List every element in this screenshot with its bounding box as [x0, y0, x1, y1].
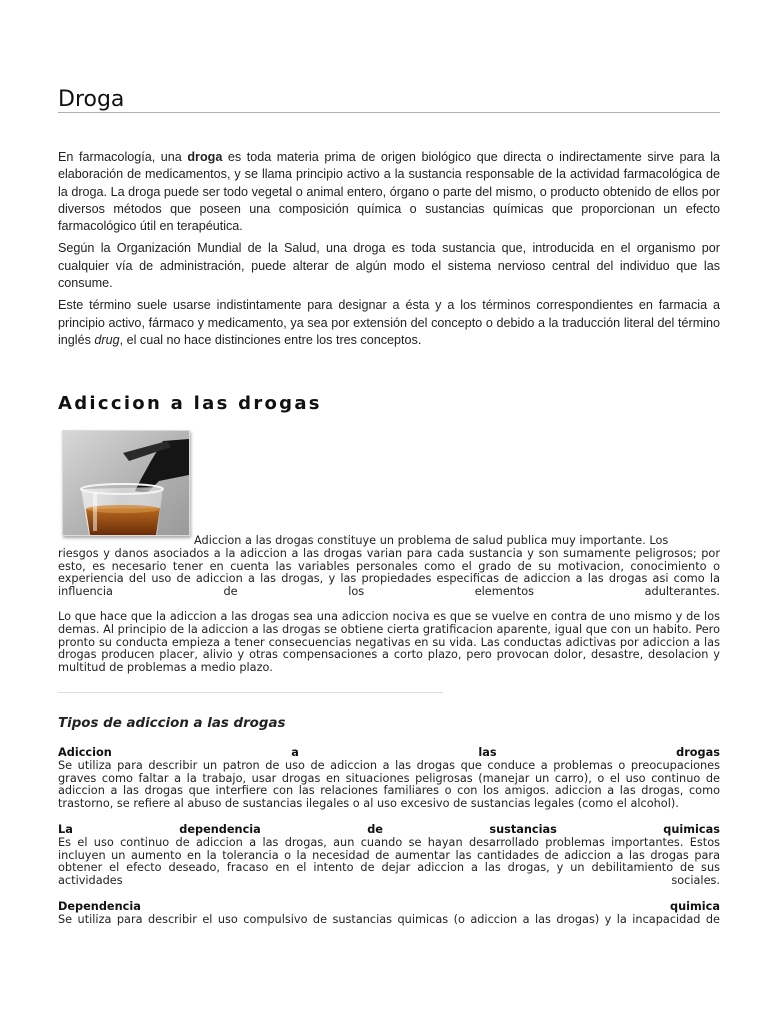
type-block-heading: Dependencia quimica [58, 900, 720, 913]
type-block-body: Se utiliza para describir el uso compulsivo de sustancias quimicas (o adiccion a las drogas) y la incapacidad de [58, 912, 720, 926]
type-block-adiccion [58, 747, 720, 811]
type-block-dependencia-quimica [58, 901, 720, 927]
intro-paragraph-3: Este término suele usarse indistintamente para designar a ésta y a los términos correspondientes en farmacia a principio activo, fármaco y medicamento, ya sea por extensión del concepto o debido a la traducción literal del término inglés drug, el cual no hace distinciones entre los tres conceptos. [58, 298, 720, 347]
section-paragraph-2: Lo que hace que la adiccion a las drogas sea una adiccion nociva es que se vuelve en contra de uno mismo y de los demas. Al principio de la adiccion a las drogas se obtiene cierta gratificacion aparente, igual que con un habito. Pero pronto su conducta empieza a tener consecuencias negativas en su vida. Las conductas adictivas por adiccion a las drogas producen placer, alivio y otras compensaciones a corto plazo, pero provocan dolor, desastre, desolacion y multitud de problemas a medio plazo. [58, 610, 720, 675]
intro-section [58, 149, 720, 354]
term-droga: droga [187, 150, 223, 164]
section-heading: Adiccion a las drogas [58, 393, 322, 414]
type-block-dependencia-sustancias [58, 824, 720, 888]
section-paragraph-1-rest: riesgos y danos asociados a la adiccion a las drogas varian para cada sustancia y son sumamente peligrosos; por esto, es necesario tener en cuenta las variables personales como el grado de su motivacion, conocimiento o experiencia del uso de adiccion a las drogas, y las propiedades especificas de adiccion a las drogas asi como la influencia de los elementos adulterantes. [58, 546, 720, 599]
title-divider [58, 112, 720, 113]
section-paragraph-1-first-line: Adiccion a las drogas constituye un problema de salud publica muy importante. Los [194, 534, 669, 547]
type-block-body: Se utiliza para describir un patron de uso de adiccion a las drogas que conduce a problemas o preocupaciones graves como faltar a la trabajo, usar drogas en situaciones peligrosas (manejar un carro), o el uso continuo de adiccion a las drogas que interfiere con las relaciones familiares o con los amigos. adiccion a las drogas, como trastorno, se refiere al abuso de sustancias ilegales o al uso excesivo de sustancias legales (como el alcohol). [58, 758, 720, 811]
section-paragraph-1 [58, 535, 720, 599]
drink-glass-illustration [63, 431, 189, 535]
intro-paragraph-2: Según la Organización Mundial de la Salud, una droga es toda sustancia que, introducida en el organismo por cualquier vía de administración, puede alterar de algún modo el sistema nervioso central del individuo que las consume. [58, 241, 720, 291]
term-drug: drug [94, 332, 120, 347]
drink-glass-photo [62, 430, 190, 536]
type-block-body: Es el uso continuo de adiccion a las drogas, aun cuando se hayan desarrollado problemas importantes. Estos incluyen un aumento en la tolerancia o la necesidad de aumentar las cantidades de adiccion a las drogas para obtener el efecto deseado, fracaso en el intento de dejar adiccion a las drogas, y un debilitamiento de sus actividades sociales. [58, 835, 720, 888]
subsection-heading: Tipos de adiccion a las drogas [58, 716, 286, 731]
section-divider [58, 692, 443, 693]
type-block-heading: La dependencia de sustancias quimicas [58, 823, 720, 836]
type-block-heading: Adiccion a las drogas [58, 746, 720, 759]
intro-paragraph-1: En farmacología, una droga es toda materia prima de origen biológico que directa o indirectamente sirve para la elaboración de medicamentos, y se llama principio activo a la sustancia responsable de la actividad farmacológica de la droga. La droga puede ser todo vegetal o animal entero, órgano o parte del mismo, o producto obtenido de ellos por diversos métodos que poseen una composición química o sustancias químicas que proporcionan un efecto farmacológico útil en terapéutica. [58, 150, 720, 234]
page-title: Droga [58, 87, 125, 112]
